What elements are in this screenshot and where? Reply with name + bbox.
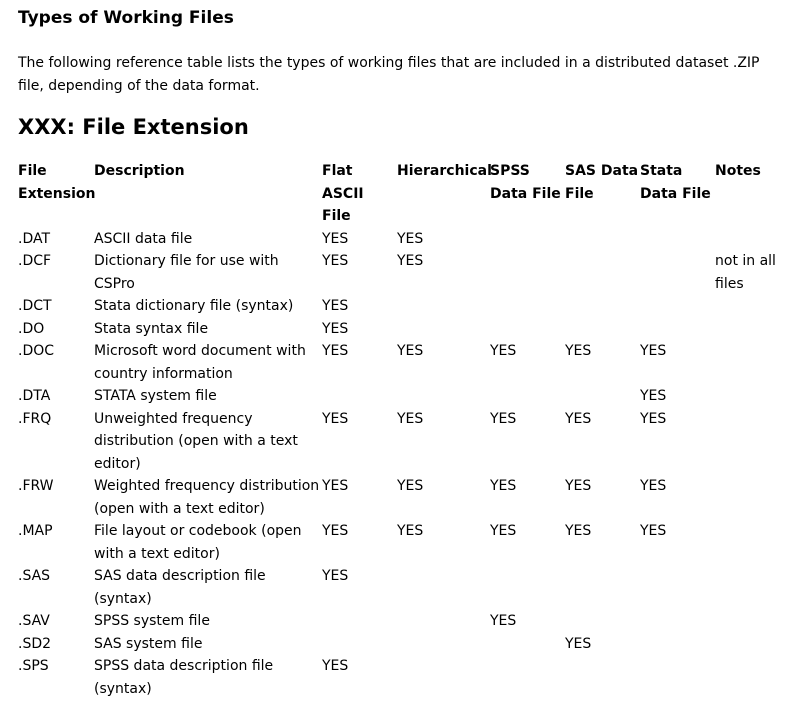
description-cell: SAS data description file (syntax) bbox=[94, 568, 266, 607]
stata-cell: YES bbox=[640, 478, 667, 494]
notes-cell: not in all files bbox=[715, 253, 776, 292]
table-row bbox=[18, 610, 778, 633]
spss-cell bbox=[490, 565, 565, 610]
flat-ascii-cell: YES bbox=[322, 478, 349, 494]
table-row bbox=[18, 633, 778, 656]
spss-cell: YES bbox=[490, 523, 517, 539]
stata-cell: YES bbox=[640, 523, 667, 539]
column-header-spss-data-file: SPSS Data File bbox=[490, 163, 561, 202]
column-header-file-extension: File Extension bbox=[18, 163, 96, 202]
file-extension-cell: .DCF bbox=[18, 253, 52, 269]
spss-cell bbox=[490, 633, 565, 656]
sas-cell: YES bbox=[565, 478, 592, 494]
sas-cell bbox=[565, 565, 640, 610]
hierarchical-cell: YES bbox=[397, 410, 424, 427]
description-cell: SPSS system file bbox=[94, 613, 210, 629]
file-extension-cell: .DAT bbox=[18, 230, 51, 247]
description-cell: STATA system file bbox=[94, 388, 217, 404]
sas-cell bbox=[565, 228, 640, 251]
description-cell: ASCII data file bbox=[94, 230, 193, 247]
spss-cell bbox=[490, 318, 565, 341]
flat-ascii-cell: YES bbox=[322, 410, 349, 427]
column-header-sas-data-file: SAS Data File bbox=[565, 163, 639, 202]
table-row bbox=[18, 520, 778, 565]
flat-ascii-cell: YES bbox=[322, 320, 349, 337]
stata-cell bbox=[640, 228, 715, 251]
sas-cell: YES bbox=[565, 343, 592, 359]
description-cell: SPSS data description file (syntax) bbox=[94, 658, 274, 697]
flat-ascii-cell: YES bbox=[322, 253, 349, 269]
sas-cell: YES bbox=[565, 523, 592, 539]
sas-cell bbox=[565, 318, 640, 341]
file-extension-cell: .DTA bbox=[18, 388, 51, 404]
hierarchical-cell: YES bbox=[397, 253, 424, 269]
flat-ascii-cell: YES bbox=[322, 230, 349, 247]
sas-cell bbox=[565, 655, 640, 700]
spss-cell: YES bbox=[490, 478, 517, 494]
column-header-description: Description bbox=[94, 163, 185, 179]
notes-cell bbox=[715, 655, 778, 700]
file-extension-cell: .SAV bbox=[18, 613, 50, 629]
flat-ascii-cell: YES bbox=[322, 568, 349, 584]
table-row bbox=[18, 340, 778, 385]
hierarchical-cell bbox=[397, 633, 490, 656]
table-row bbox=[18, 408, 778, 476]
sas-cell bbox=[565, 610, 640, 633]
stata-cell: YES bbox=[640, 410, 667, 427]
notes-cell bbox=[715, 340, 778, 385]
description-cell: Microsoft word document with country information bbox=[94, 343, 306, 382]
spss-cell bbox=[490, 295, 565, 318]
sas-cell bbox=[565, 295, 640, 318]
table-row bbox=[18, 475, 778, 520]
table-header-row bbox=[18, 160, 778, 228]
file-extension-cell: .DCT bbox=[18, 298, 52, 314]
file-extension-cell: .FRQ bbox=[18, 410, 52, 427]
description-cell: Dictionary file for use with CSPro bbox=[94, 253, 279, 292]
stata-cell bbox=[640, 633, 715, 656]
hierarchical-cell bbox=[397, 385, 490, 408]
spss-cell bbox=[490, 228, 565, 251]
file-types-table bbox=[18, 160, 778, 700]
notes-cell bbox=[715, 633, 778, 656]
notes-cell bbox=[715, 565, 778, 610]
column-header-flat-ascii-file: Flat ASCII File bbox=[322, 163, 364, 224]
flat-ascii-cell: YES bbox=[322, 343, 349, 359]
description-cell: Weighted frequency distribution (open with a text editor) bbox=[94, 478, 320, 517]
description-cell: SAS system file bbox=[94, 635, 203, 652]
description-cell: Stata dictionary file (syntax) bbox=[94, 298, 294, 314]
notes-cell bbox=[715, 228, 778, 251]
hierarchical-cell bbox=[397, 318, 490, 341]
table-row bbox=[18, 228, 778, 251]
sas-cell: YES bbox=[565, 635, 592, 652]
hierarchical-cell bbox=[397, 610, 490, 633]
flat-ascii-cell: YES bbox=[322, 298, 349, 314]
page-title: Types of Working Files bbox=[18, 8, 234, 28]
file-extension-cell: .SPS bbox=[18, 658, 49, 674]
description-cell: Unweighted frequency distribution (open with a text editor) bbox=[94, 410, 298, 472]
file-extension-cell: .DO bbox=[18, 320, 45, 337]
hierarchical-cell: YES bbox=[397, 478, 424, 494]
notes-cell bbox=[715, 385, 778, 408]
description-cell: File layout or codebook (open with a text editor) bbox=[94, 523, 302, 562]
file-extension-cell: .FRW bbox=[18, 478, 54, 494]
stata-cell bbox=[640, 565, 715, 610]
table-row bbox=[18, 295, 778, 318]
stata-cell bbox=[640, 655, 715, 700]
hierarchical-cell: YES bbox=[397, 343, 424, 359]
table-row bbox=[18, 318, 778, 341]
notes-cell bbox=[715, 408, 778, 476]
intro-paragraph: The following reference table lists the types of working files that are included in a distributed dataset .ZIP file, depending of the data format. bbox=[18, 55, 760, 94]
notes-cell bbox=[715, 520, 778, 565]
spss-cell: YES bbox=[490, 410, 517, 427]
stata-cell: YES bbox=[640, 388, 667, 404]
description-cell: Stata syntax file bbox=[94, 320, 209, 337]
spss-cell bbox=[490, 655, 565, 700]
notes-cell bbox=[715, 610, 778, 633]
column-header-notes: Notes bbox=[715, 163, 761, 179]
sas-cell bbox=[565, 250, 640, 295]
hierarchical-cell: YES bbox=[397, 523, 424, 539]
flat-ascii-cell: YES bbox=[322, 658, 349, 674]
column-header-stata-data-file: Stata Data File bbox=[640, 163, 711, 202]
table-row bbox=[18, 565, 778, 610]
flat-ascii-cell bbox=[322, 610, 397, 633]
spss-cell bbox=[490, 385, 565, 408]
table-row bbox=[18, 655, 778, 700]
notes-cell bbox=[715, 318, 778, 341]
notes-cell bbox=[715, 295, 778, 318]
file-extension-cell: .SAS bbox=[18, 568, 51, 584]
notes-cell bbox=[715, 475, 778, 520]
hierarchical-cell bbox=[397, 295, 490, 318]
table-body bbox=[18, 228, 778, 701]
table-row bbox=[18, 250, 778, 295]
stata-cell bbox=[640, 318, 715, 341]
stata-cell bbox=[640, 610, 715, 633]
hierarchical-cell bbox=[397, 655, 490, 700]
hierarchical-cell: YES bbox=[397, 230, 424, 247]
stata-cell: YES bbox=[640, 343, 667, 359]
flat-ascii-cell bbox=[322, 633, 397, 656]
spss-cell bbox=[490, 250, 565, 295]
flat-ascii-cell: YES bbox=[322, 523, 349, 539]
spss-cell: YES bbox=[490, 613, 517, 629]
file-extension-cell: .DOC bbox=[18, 343, 55, 359]
section-heading: XXX: File Extension bbox=[18, 115, 249, 139]
flat-ascii-cell bbox=[322, 385, 397, 408]
sas-cell: YES bbox=[565, 410, 592, 427]
column-header-hierarchical: Hierarchical bbox=[397, 163, 492, 179]
sas-cell bbox=[565, 385, 640, 408]
table-row bbox=[18, 385, 778, 408]
stata-cell bbox=[640, 250, 715, 295]
spss-cell: YES bbox=[490, 343, 517, 359]
file-extension-cell: .MAP bbox=[18, 523, 53, 539]
hierarchical-cell bbox=[397, 565, 490, 610]
stata-cell bbox=[640, 295, 715, 318]
file-extension-cell: .SD2 bbox=[18, 635, 52, 652]
